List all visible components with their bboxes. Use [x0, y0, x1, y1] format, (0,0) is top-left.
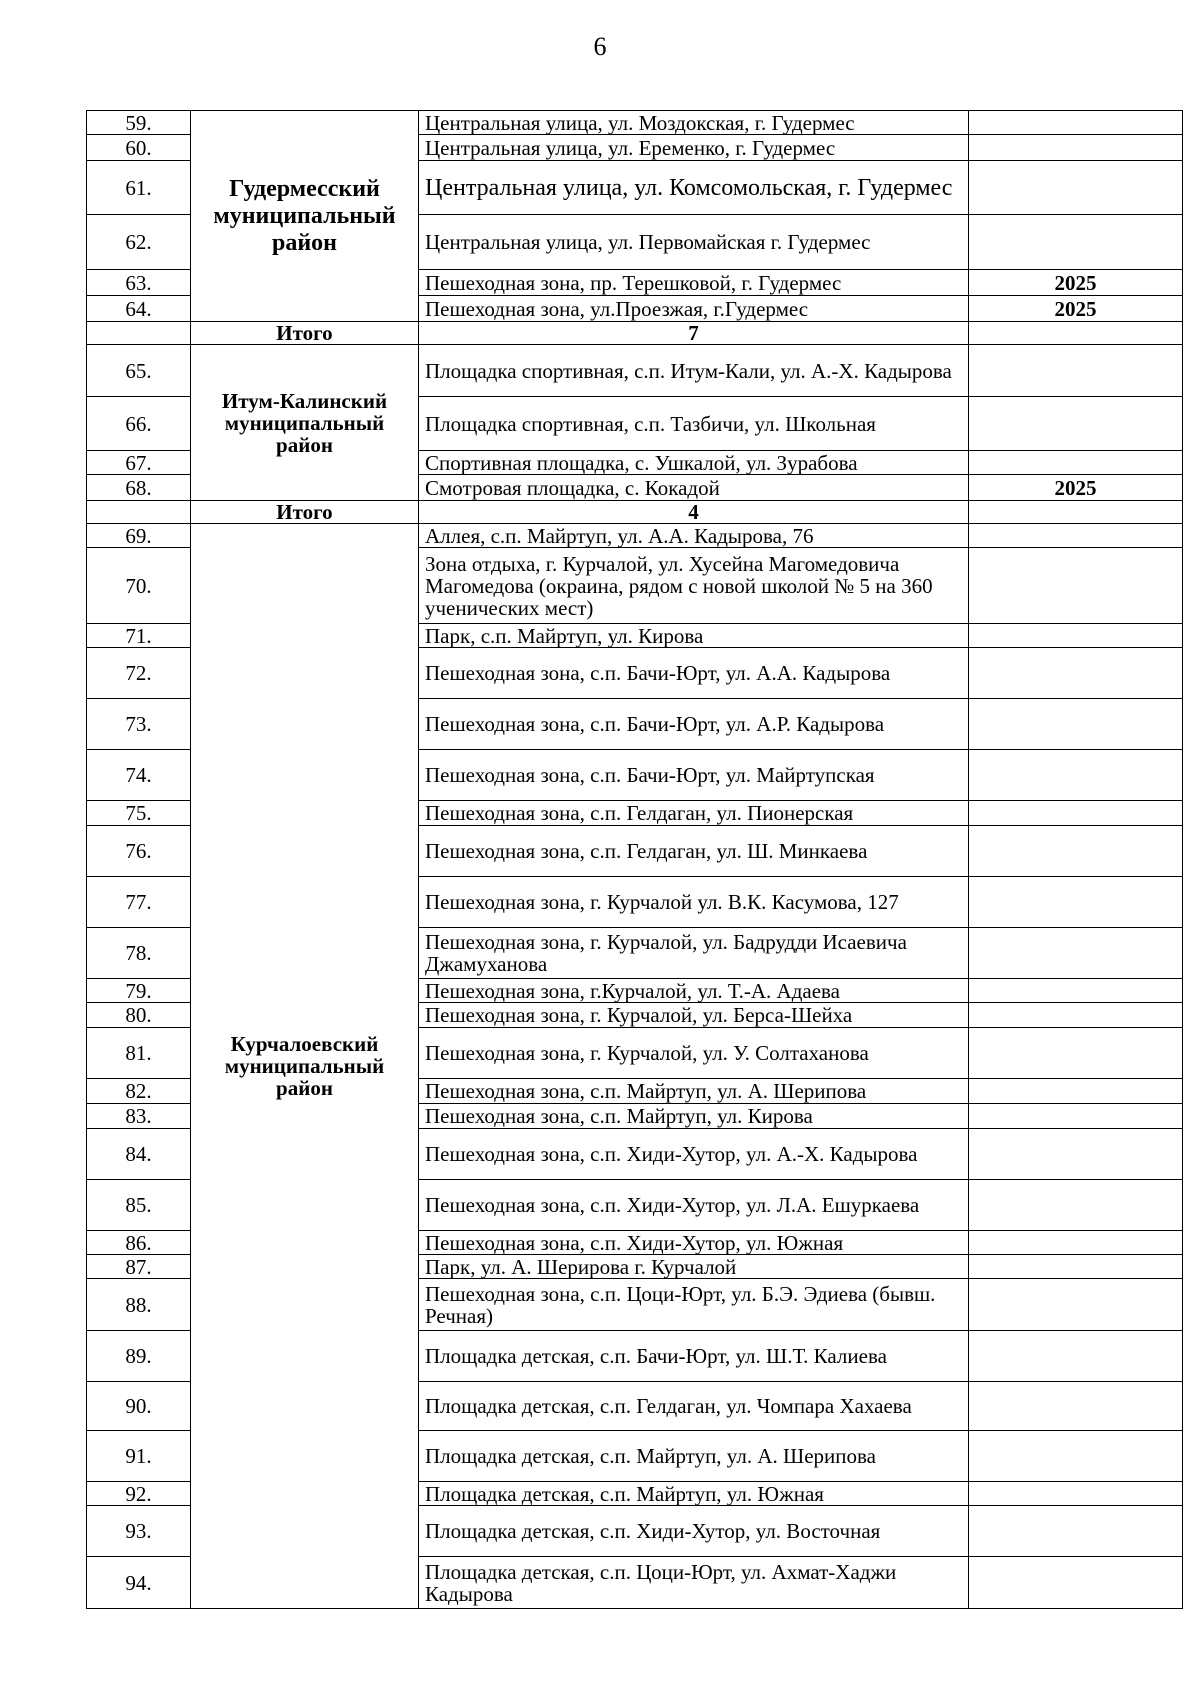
- row-address: Пешеходная зона, г. Курчалой, ул. Бадрудди Исаевича Джамуханова: [419, 928, 969, 979]
- row-address: Площадка детская, с.п. Майртуп, ул. А. Шерипова: [419, 1431, 969, 1482]
- row-address: Центральная улица, ул. Первомайская г. Гудермес: [419, 215, 969, 270]
- row-year: 2025: [969, 296, 1183, 322]
- row-number: 91.: [87, 1431, 191, 1482]
- row-address: Пешеходная зона, с.п. Хиди-Хутор, ул. А.-Х. Кадырова: [419, 1129, 969, 1180]
- row-year: [969, 624, 1183, 648]
- total-row: [87, 501, 1183, 524]
- row-address: Пешеходная зона, с.п. Хиди-Хутор, ул. Южная: [419, 1231, 969, 1255]
- total-value: 7: [419, 322, 969, 345]
- row-address: Парк, с.п. Майртуп, ул. Кирова: [419, 624, 969, 648]
- row-year: [969, 1331, 1183, 1382]
- row-address: Спортивная площадка, с. Ушкалой, ул. Зурабова: [419, 451, 969, 475]
- row-year: [969, 397, 1183, 451]
- row-year: [969, 1506, 1183, 1557]
- total-row: [87, 322, 1183, 345]
- row-number: 69.: [87, 524, 191, 548]
- row-address: Пешеходная зона, с.п. Хиди-Хутор, ул. Л.А. Ешуркаева: [419, 1180, 969, 1231]
- row-number: 87.: [87, 1255, 191, 1279]
- row-number: 76.: [87, 826, 191, 877]
- row-year: [969, 1180, 1183, 1231]
- row-number: 59.: [87, 111, 191, 135]
- row-address: Пешеходная зона, с.п. Майртуп, ул. А. Шерипова: [419, 1079, 969, 1104]
- row-address: Пешеходная зона, с.п. Гелдаган, ул. Пионерская: [419, 801, 969, 826]
- row-number: 66.: [87, 397, 191, 451]
- row-address: Площадка детская, с.п. Майртуп, ул. Южная: [419, 1482, 969, 1506]
- row-year: [969, 979, 1183, 1003]
- row-address: Площадка детская, с.п. Бачи-Юрт, ул. Ш.Т. Калиева: [419, 1331, 969, 1382]
- row-address: Площадка детская, с.п. Гелдаган, ул. Чомпара Хахаева: [419, 1382, 969, 1431]
- district-gudermes: Гудермесский муниципальный район: [191, 111, 419, 322]
- row-number: 65.: [87, 345, 191, 397]
- row-year: [969, 548, 1183, 624]
- row-number: 67.: [87, 451, 191, 475]
- row-year: 2025: [969, 270, 1183, 296]
- row-address: Пешеходная зона, с.п. Бачи-Юрт, ул. А.Р. Кадырова: [419, 699, 969, 750]
- row-address: Площадка спортивная, с.п. Итум-Кали, ул. А.-Х. Кадырова: [419, 345, 969, 397]
- table-row: [87, 524, 1183, 548]
- row-year: [969, 801, 1183, 826]
- row-year: [969, 1104, 1183, 1129]
- row-number: 68.: [87, 475, 191, 501]
- row-number: 83.: [87, 1104, 191, 1129]
- row-number: 86.: [87, 1231, 191, 1255]
- objects-table: [86, 110, 1183, 1609]
- row-number: 85.: [87, 1180, 191, 1231]
- row-address: Парк, ул. А. Шерирова г. Курчалой: [419, 1255, 969, 1279]
- row-address: Пешеходная зона, г. Курчалой, ул. Берса-Шейха: [419, 1003, 969, 1028]
- row-number: 61.: [87, 161, 191, 215]
- row-year: [969, 1255, 1183, 1279]
- row-address: Пешеходная зона, г.Курчалой, ул. Т.-А. Адаева: [419, 979, 969, 1003]
- row-address: Пешеходная зона, с.п. Гелдаган, ул. Ш. Минкаева: [419, 826, 969, 877]
- row-number: 94.: [87, 1557, 191, 1609]
- row-address: Площадка детская, с.п. Хиди-Хутор, ул. Восточная: [419, 1506, 969, 1557]
- row-year: [969, 1482, 1183, 1506]
- row-address: Пешеходная зона, с.п. Бачи-Юрт, ул. А.А. Кадырова: [419, 648, 969, 699]
- row-number: 88.: [87, 1279, 191, 1331]
- row-year: [969, 111, 1183, 135]
- row-address: Центральная улица, ул. Комсомольская, г. Гудермес: [419, 161, 969, 215]
- row-year: [969, 215, 1183, 270]
- district-kurchaloy: Курчалоевский муниципальный район: [191, 524, 419, 1609]
- total-label: Итого: [191, 501, 419, 524]
- row-number: 80.: [87, 1003, 191, 1028]
- row-number: 79.: [87, 979, 191, 1003]
- row-number: 71.: [87, 624, 191, 648]
- row-year: [969, 1382, 1183, 1431]
- table-row: [87, 111, 1183, 135]
- row-address: Пешеходная зона, пр. Терешковой, г. Гудермес: [419, 270, 969, 296]
- row-year: [969, 1431, 1183, 1482]
- row-number: 73.: [87, 699, 191, 750]
- row-year: [969, 1003, 1183, 1028]
- total-label: Итого: [191, 322, 419, 345]
- row-number: 84.: [87, 1129, 191, 1180]
- row-address: Пешеходная зона, г. Курчалой ул. В.К. Касумова, 127: [419, 877, 969, 928]
- row-number: 82.: [87, 1079, 191, 1104]
- row-year: [969, 524, 1183, 548]
- row-address: Площадка детская, с.п. Цоци-Юрт, ул. Ахмат-Хаджи Кадырова: [419, 1557, 969, 1609]
- row-number: 89.: [87, 1331, 191, 1382]
- row-address: Центральная улица, ул. Еременко, г. Гудермес: [419, 135, 969, 161]
- table-row: [87, 345, 1183, 397]
- row-address: Пешеходная зона, с.п. Бачи-Юрт, ул. Майртупская: [419, 750, 969, 801]
- row-year: [969, 135, 1183, 161]
- row-address: Пешеходная зона, ул.Проезжая, г.Гудермес: [419, 296, 969, 322]
- row-year: 2025: [969, 475, 1183, 501]
- row-address: Пешеходная зона, г. Курчалой, ул. У. Солтаханова: [419, 1028, 969, 1079]
- row-address: Площадка спортивная, с.п. Тазбичи, ул. Школьная: [419, 397, 969, 451]
- row-number: 92.: [87, 1482, 191, 1506]
- row-address: Пешеходная зона, с.п. Майртуп, ул. Кирова: [419, 1104, 969, 1129]
- row-year: [969, 1028, 1183, 1079]
- page-number: 6: [593, 32, 607, 61]
- row-number: 77.: [87, 877, 191, 928]
- row-year: [969, 1231, 1183, 1255]
- row-number: 63.: [87, 270, 191, 296]
- row-number: 93.: [87, 1506, 191, 1557]
- row-number: 75.: [87, 801, 191, 826]
- row-year: [969, 1079, 1183, 1104]
- row-year: [969, 451, 1183, 475]
- row-year: [969, 826, 1183, 877]
- row-number: 70.: [87, 548, 191, 624]
- district-itum-kali: Итум-Калинский муниципальный район: [191, 345, 419, 501]
- total-value: 4: [419, 501, 969, 524]
- row-year: [969, 161, 1183, 215]
- row-year: [969, 877, 1183, 928]
- row-year: [969, 699, 1183, 750]
- row-number: 72.: [87, 648, 191, 699]
- row-year: [969, 648, 1183, 699]
- row-number: 64.: [87, 296, 191, 322]
- row-year: [969, 1129, 1183, 1180]
- row-number: 74.: [87, 750, 191, 801]
- row-number: 81.: [87, 1028, 191, 1079]
- row-year: [969, 1557, 1183, 1609]
- row-year: [969, 928, 1183, 979]
- row-address: Центральная улица, ул. Моздокская, г. Гудермес: [419, 111, 969, 135]
- row-number: 60.: [87, 135, 191, 161]
- row-address: Зона отдыха, г. Курчалой, ул. Хусейна Магомедовича Магомедова (окраина, рядом с новой школой № 5 на 360 ученических мест): [419, 548, 969, 624]
- row-number: 90.: [87, 1382, 191, 1431]
- row-address: Пешеходная зона, с.п. Цоци-Юрт, ул. Б.Э. Эдиева (бывш. Речная): [419, 1279, 969, 1331]
- row-address: Аллея, с.п. Майртуп, ул. А.А. Кадырова, 76: [419, 524, 969, 548]
- row-number: 62.: [87, 215, 191, 270]
- row-address: Смотровая площадка, с. Кокадой: [419, 475, 969, 501]
- row-year: [969, 345, 1183, 397]
- row-year: [969, 1279, 1183, 1331]
- row-number: 78.: [87, 928, 191, 979]
- row-year: [969, 750, 1183, 801]
